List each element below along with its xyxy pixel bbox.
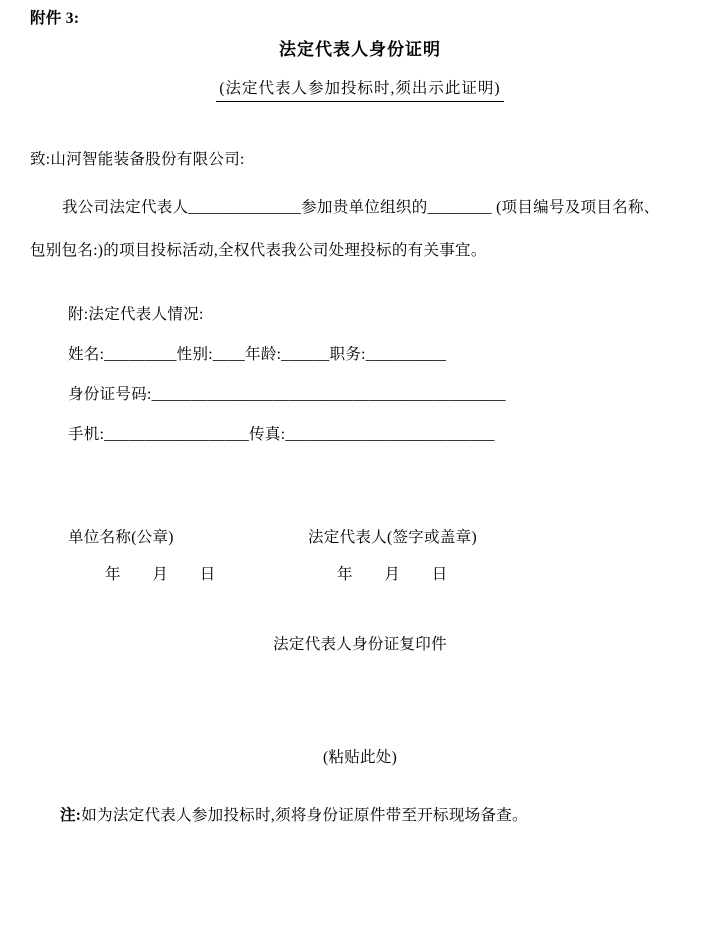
phone-fax-line: 手机:__________________传真:__________________________ [68,426,495,443]
document-subtitle: (法定代表人参加投标时,须出示此证明) [216,80,503,102]
salutation: 致:山河智能装备股份有限公司: [30,151,245,168]
date-line-left: 年 月 日 [105,566,216,583]
company-seal-label: 单位名称(公章) [68,529,174,546]
document-title: 法定代表人身份证明 [279,40,441,59]
body-line-2: 包别包名:)的项目投标活动,全权代表我公司处理投标的有关事宜。 [30,242,487,259]
paste-here-hint: (粘贴此处) [322,749,398,766]
attachment-label: 附件 3: [30,10,80,27]
id-number-line: 身份证号码:____________________________________________ [68,386,506,403]
id-copy-title: 法定代表人身份证复印件 [273,636,447,653]
legal-rep-info-heading: 附:法定代表人情况: [68,306,204,323]
note-text: 如为法定代表人参加投标时,须将身份证原件带至开标现场备查。 [81,807,528,824]
note-line [60,805,528,826]
document-subtitle-row [0,78,720,99]
name-gender-age-title-line: 姓名:_________性别:____年龄:______职务:__________ [68,346,447,363]
rep-signature-label: 法定代表人(签字或盖章) [308,529,477,546]
body-line-1: 我公司法定代表人______________参加贵单位组织的________ (项目编号及项目名称、 [62,199,660,216]
note-prefix: 注: [60,807,82,824]
date-line-right: 年 月 日 [337,566,448,583]
